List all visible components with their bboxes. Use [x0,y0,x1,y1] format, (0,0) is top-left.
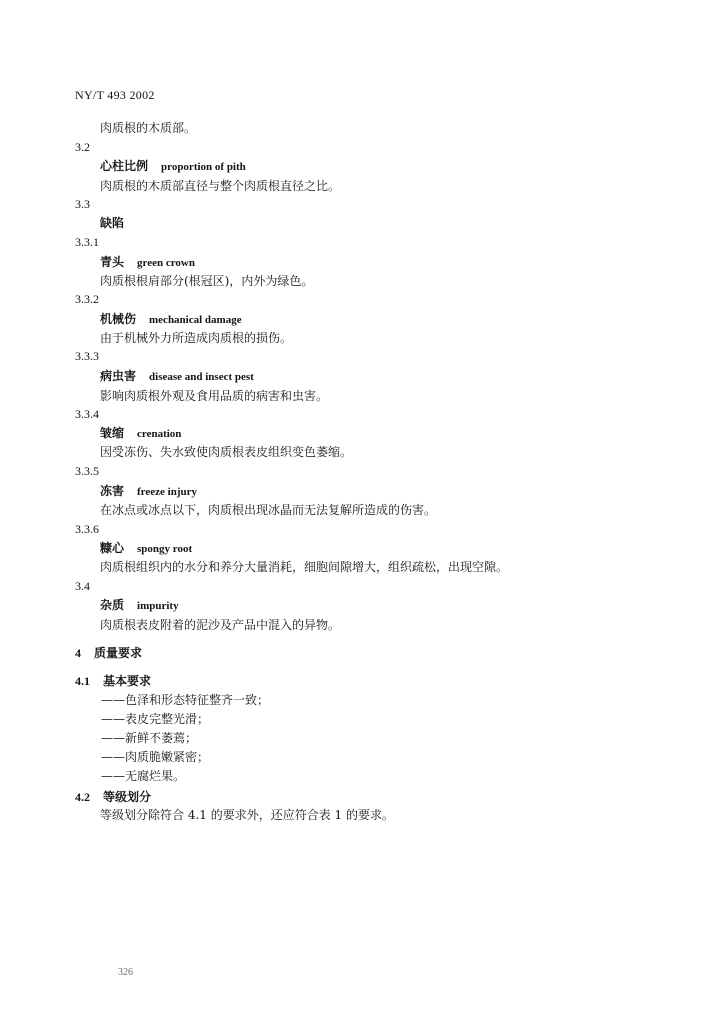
term-en: freeze injury [137,486,197,498]
subclause-heading [75,674,151,688]
term-en: crenation [137,428,182,440]
list-item: ——肉质脆嫩紧密； [101,750,210,764]
term-en: spongy root [137,543,193,555]
term-en: green crown [137,257,195,269]
clause-heading [75,646,142,660]
term-heading [100,369,254,384]
term-number: 3.3.5 [75,464,99,478]
term-zh: 皱缩 [100,426,125,440]
list-item: ——无腐烂果。 [101,769,186,783]
term-zh: 糠心 [100,541,125,555]
term-en: impurity [137,600,179,612]
term-zh: 缺陷 [100,216,125,230]
term-definition: 因受冻伤、失水致使肉质根表皮组织变色萎缩。 [100,445,353,459]
term-heading [100,598,179,613]
term-definition: 影响肉质根外观及食用品质的病害和虫害。 [100,389,329,403]
term-heading [100,216,124,230]
term-zh: 病虫害 [100,369,137,383]
standard-code: NY/T 493 2002 [75,88,155,102]
term-zh: 青头 [100,255,125,269]
term-heading [100,426,181,441]
page-number: 326 [118,967,133,978]
term-number: 3.3.2 [75,292,99,306]
term-definition: 肉质根的木质部直径与整个肉质根直径之比。 [100,179,341,193]
term-number: 3.3.3 [75,349,99,363]
term-definition: 由于机械外力所造成肉质根的损伤。 [100,331,293,345]
term-heading [100,541,192,556]
term-number: 3.3.6 [75,522,99,536]
term-definition: 肉质根表皮附着的泥沙及产品中混入的异物。 [100,618,341,632]
subclause-title: 基本要求 [103,674,152,688]
continuation-text: 肉质根的木质部。 [100,121,197,135]
subclause-text: 等级划分除符合 4.1 的要求外，还应符合表 1 的要求。 [100,808,394,822]
term-zh: 冻害 [100,484,125,498]
term-heading [100,255,195,270]
term-definition: 肉质根根肩部分(根冠区)，内外为绿色。 [100,274,314,288]
term-definition: 在冰点或冰点以下，肉质根出现冰晶而无法复解所造成的伤害。 [100,503,437,517]
term-definition: 肉质根组织内的水分和养分大量消耗，细胞间隙增大，组织疏松，出现空隙。 [100,560,509,574]
term-number: 3.3.4 [75,407,99,421]
term-zh: 杂质 [100,598,125,612]
subclause-number: 4.2 [75,790,90,804]
term-heading [100,484,197,499]
term-number: 3.3.1 [75,235,99,249]
term-heading [100,159,246,174]
list-item: ——表皮完整光滑； [101,712,210,726]
term-zh: 心柱比例 [100,159,149,173]
term-en: mechanical damage [149,314,242,326]
term-zh: 机械伤 [100,312,137,326]
subclause-title: 等级划分 [103,790,152,804]
term-number: 3.2 [75,140,90,154]
list-item: ——新鲜不萎蔫； [101,731,198,745]
term-number: 3.3 [75,197,90,211]
clause-title: 质量要求 [94,646,143,660]
subclause-number: 4.1 [75,674,90,688]
term-number: 3.4 [75,579,90,593]
clause-number: 4 [75,646,81,660]
term-heading [100,312,242,327]
term-en: disease and insect pest [149,371,254,383]
subclause-heading [75,790,151,804]
list-item: ——色泽和形态特征整齐一致； [101,693,270,707]
term-en: proportion of pith [161,161,246,173]
